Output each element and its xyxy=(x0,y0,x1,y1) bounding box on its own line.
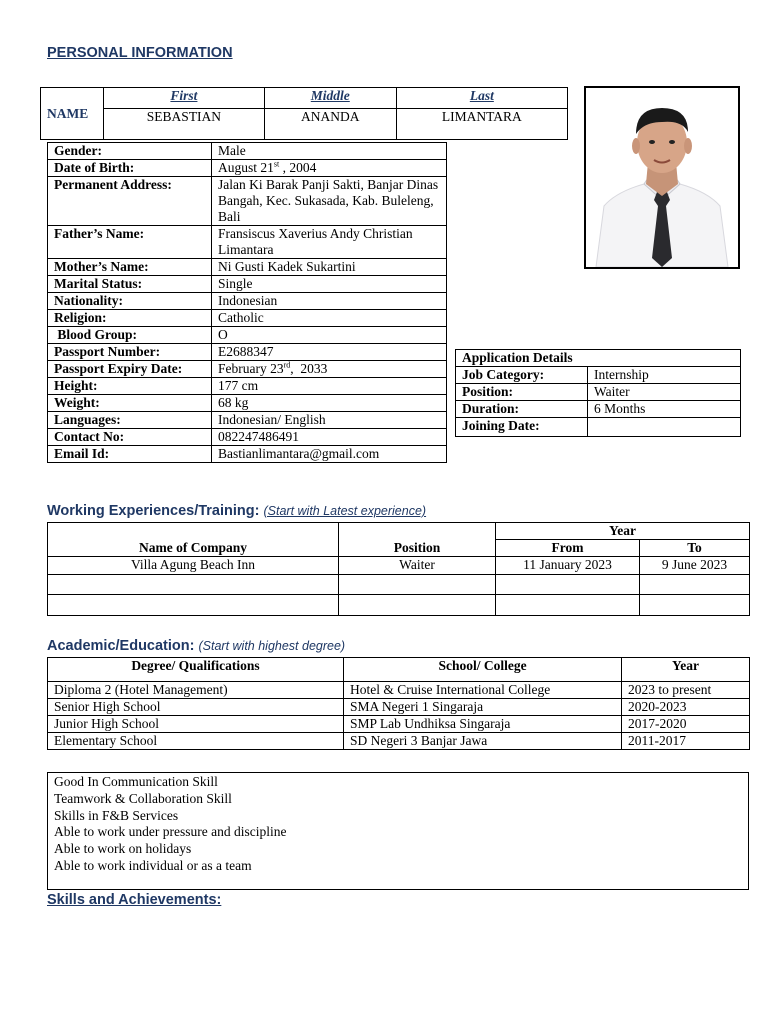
table-row xyxy=(48,327,447,344)
job-category-label: Job Category: xyxy=(456,367,588,384)
col-academic-year: Year xyxy=(622,658,750,682)
table-row xyxy=(48,177,447,226)
mother-value: Ni Gusti Kadek Sukartini xyxy=(212,259,447,276)
dob-suffix: st xyxy=(273,159,280,169)
first-name: SEBASTIAN xyxy=(104,109,265,140)
position-label: Position: xyxy=(456,384,588,401)
joining-date-value xyxy=(588,418,741,437)
list-item: Teamwork & Collaboration Skill xyxy=(54,790,232,806)
gender-value: Male xyxy=(212,143,447,160)
school: SMP Lab Undhiksa Singaraja xyxy=(344,716,622,733)
table-row xyxy=(48,143,447,160)
address-value: Jalan Ki Barak Panji Sakti, Banjar Dinas Bangah, Kec. Sukasada, Kab. Buleleng, Bali xyxy=(212,177,447,226)
list-item: Able to work individual or as a team xyxy=(54,857,252,873)
table-row xyxy=(48,412,447,429)
dob-label: Date of Birth: xyxy=(48,160,212,177)
contact-label: Contact No: xyxy=(48,429,212,446)
religion-label: Religion: xyxy=(48,310,212,327)
school: Hotel & Cruise International College xyxy=(344,682,622,699)
application-title: Application Details xyxy=(456,350,741,367)
col-year: Year xyxy=(496,523,750,540)
weight-value: 68 kg xyxy=(212,395,447,412)
expiry-day: February 23 xyxy=(218,361,284,376)
table-row xyxy=(48,276,447,293)
languages-value: Indonesian/ English xyxy=(212,412,447,429)
first-label: First xyxy=(104,88,265,109)
year: 2017-2020 xyxy=(622,716,750,733)
table-row xyxy=(48,344,447,361)
work-heading-title: Working Experiences/Training: xyxy=(47,503,260,519)
address-label: Permanent Address: xyxy=(48,177,212,226)
work-position: Waiter xyxy=(339,557,496,575)
table-row xyxy=(48,361,447,378)
col-school: School/ College xyxy=(344,658,622,682)
table-row xyxy=(456,384,741,401)
passport-label: Passport Number: xyxy=(48,344,212,361)
year: 2023 to present xyxy=(622,682,750,699)
table-row xyxy=(48,378,447,395)
work-experience-table xyxy=(47,522,750,616)
duration-value: 6 Months xyxy=(588,401,741,418)
father-label: Father’s Name: xyxy=(48,226,212,259)
expiry-label: Passport Expiry Date: xyxy=(48,361,212,378)
expiry-value xyxy=(212,361,447,378)
list-item: Good In Communication Skill xyxy=(54,774,218,789)
dob-value xyxy=(212,160,447,177)
table-row xyxy=(48,575,750,595)
table-row xyxy=(48,557,750,575)
skills-heading: Skills and Achievements: xyxy=(47,892,222,908)
col-to: To xyxy=(640,540,750,557)
table-row xyxy=(48,733,750,750)
position-value: Waiter xyxy=(588,384,741,401)
personal-details-table xyxy=(47,142,447,463)
table-row xyxy=(48,395,447,412)
academic-table xyxy=(47,657,750,750)
email-value: Bastianlimantara@gmail.com xyxy=(212,446,447,463)
last-name: LIMANTARA xyxy=(396,109,567,140)
skills-box xyxy=(47,772,749,890)
table-row xyxy=(48,682,750,699)
year: 2011-2017 xyxy=(622,733,750,750)
school: SMA Negeri 1 Singaraja xyxy=(344,699,622,716)
name-table xyxy=(40,87,568,140)
academic-heading-title: Academic/Education: xyxy=(47,638,195,654)
middle-name: ANANDA xyxy=(264,109,396,140)
middle-label: Middle xyxy=(264,88,396,109)
table-row xyxy=(48,446,447,463)
table-row xyxy=(48,310,447,327)
work-heading-note: (Start with Latest experience) xyxy=(263,504,427,518)
person-photo-icon xyxy=(586,88,738,267)
col-company: Name of Company xyxy=(48,523,339,557)
height-value: 177 cm xyxy=(212,378,447,395)
last-label: Last xyxy=(396,88,567,109)
height-label: Height: xyxy=(48,378,212,395)
nationality-label: Nationality: xyxy=(48,293,212,310)
gender-label: Gender: xyxy=(48,143,212,160)
job-category-value: Internship xyxy=(588,367,741,384)
degree: Elementary School xyxy=(48,733,344,750)
school: SD Negeri 3 Banjar Jawa xyxy=(344,733,622,750)
year: 2020-2023 xyxy=(622,699,750,716)
academic-heading-note: (Start with highest degree) xyxy=(198,639,346,653)
table-row xyxy=(48,259,447,276)
father-value: Fransiscus Xaverius Andy Christian Limantara xyxy=(212,226,447,259)
table-row xyxy=(456,350,741,367)
table-row xyxy=(48,226,447,259)
list-item: Skills in F&B Services xyxy=(54,807,179,823)
table-row xyxy=(48,716,750,733)
col-degree: Degree/ Qualifications xyxy=(48,658,344,682)
list-item: Able to work on holidays xyxy=(54,841,192,857)
nationality-value: Indonesian xyxy=(212,293,447,310)
contact-value: 082247486491 xyxy=(212,429,447,446)
table-row xyxy=(48,699,750,716)
application-details-table xyxy=(455,349,741,437)
blood-value: O xyxy=(212,327,447,344)
email-label: Email Id: xyxy=(48,446,212,463)
col-position: Position xyxy=(339,523,496,557)
table-row xyxy=(456,418,741,437)
work-from: 11 January 2023 xyxy=(496,557,640,575)
duration-label: Duration: xyxy=(456,401,588,418)
expiry-year: , 2033 xyxy=(290,361,328,376)
degree: Senior High School xyxy=(48,699,344,716)
mother-label: Mother’s Name: xyxy=(48,259,212,276)
table-row xyxy=(48,595,750,616)
work-to: 9 June 2023 xyxy=(640,557,750,575)
table-row xyxy=(456,367,741,384)
blood-label: Blood Group: xyxy=(48,327,212,344)
table-row xyxy=(48,160,447,177)
passport-value: E2688347 xyxy=(212,344,447,361)
col-from: From xyxy=(496,540,640,557)
dob-day: August 21 xyxy=(218,160,274,175)
table-row xyxy=(48,429,447,446)
name-label: NAME xyxy=(41,88,104,140)
degree: Junior High School xyxy=(48,716,344,733)
table-row xyxy=(48,293,447,310)
weight-label: Weight: xyxy=(48,395,212,412)
work-company: Villa Agung Beach Inn xyxy=(48,557,339,575)
list-item: Able to work under pressure and discipline xyxy=(54,824,287,840)
marital-value: Single xyxy=(212,276,447,293)
joining-date-label: Joining Date: xyxy=(456,418,588,437)
languages-label: Languages: xyxy=(48,412,212,429)
work-heading xyxy=(47,503,426,519)
table-row xyxy=(456,401,741,418)
marital-label: Marital Status: xyxy=(48,276,212,293)
profile-photo xyxy=(584,86,740,269)
expiry-suffix: rd xyxy=(283,360,291,370)
dob-year: , 2004 xyxy=(279,160,317,175)
academic-heading xyxy=(47,638,345,654)
personal-info-heading: PERSONAL INFORMATION xyxy=(47,45,233,61)
degree: Diploma 2 (Hotel Management) xyxy=(48,682,344,699)
religion-value: Catholic xyxy=(212,310,447,327)
